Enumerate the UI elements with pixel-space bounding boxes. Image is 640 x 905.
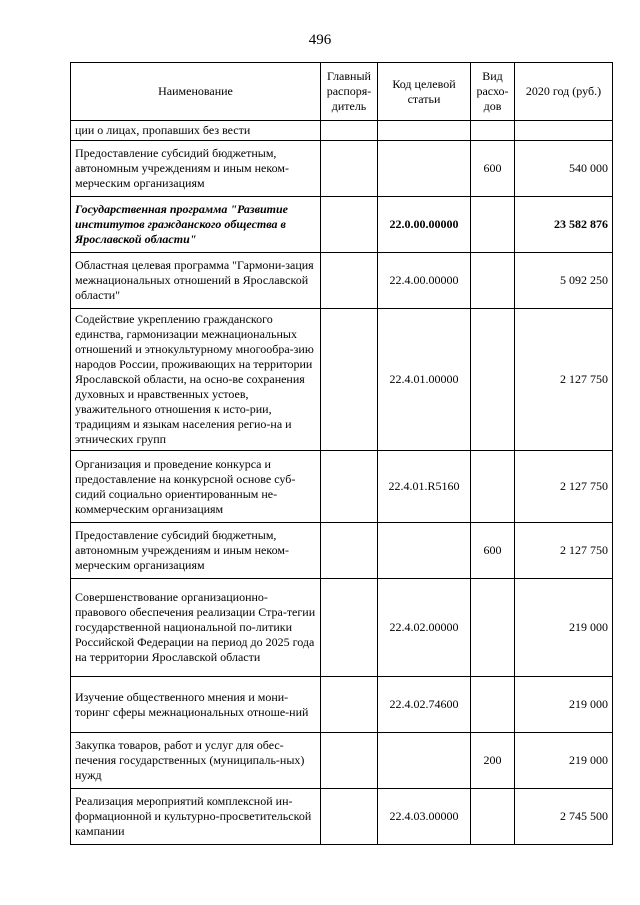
row-admin <box>321 197 378 253</box>
row-code: 22.4.02.00000 <box>378 579 471 677</box>
table-row <box>71 309 613 451</box>
row-type <box>471 789 515 845</box>
row-admin <box>321 733 378 789</box>
row-name: Изучение общественного мнения и мони-торинг сферы межнациональных отноше-ний <box>71 677 321 733</box>
row-type <box>471 121 515 141</box>
table-row <box>71 789 613 845</box>
row-name: Закупка товаров, работ и услуг для обес-печения государственных (муниципаль-ных) нужд <box>71 733 321 789</box>
row-name: Государственная программа "Развитие институтов гражданского общества в Ярославской области" <box>71 197 321 253</box>
header-name: Наименование <box>71 63 321 121</box>
row-type <box>471 197 515 253</box>
table-row <box>71 523 613 579</box>
row-code: 22.4.03.00000 <box>378 789 471 845</box>
row-admin <box>321 677 378 733</box>
row-type <box>471 309 515 451</box>
row-name: ции о лицах, пропавших без вести <box>71 121 321 141</box>
row-admin <box>321 523 378 579</box>
row-amount: 5 092 250 <box>515 253 613 309</box>
row-name: Организация и проведение конкурса и предоставление на конкурсной основе суб-сидий социально ориентированным не-коммерческим организациям <box>71 451 321 523</box>
row-code <box>378 141 471 197</box>
table-row <box>71 677 613 733</box>
row-code: 22.4.01.R5160 <box>378 451 471 523</box>
row-amount: 219 000 <box>515 677 613 733</box>
row-code: 22.4.02.74600 <box>378 677 471 733</box>
table-row <box>71 253 613 309</box>
row-amount <box>515 121 613 141</box>
table-row <box>71 733 613 789</box>
row-code: 22.4.00.00000 <box>378 253 471 309</box>
row-type <box>471 579 515 677</box>
header-code: Код целевой статьи <box>378 63 471 121</box>
row-amount: 219 000 <box>515 733 613 789</box>
row-code: 22.0.00.00000 <box>378 197 471 253</box>
page-number: 496 <box>308 32 332 48</box>
row-code: 22.4.01.00000 <box>378 309 471 451</box>
row-admin <box>321 789 378 845</box>
row-admin <box>321 451 378 523</box>
row-name: Совершенствование организационно-правового обеспечения реализации Стра-тегии государственной национальной по-литики Российской Федерации на период до 2025 года на территории Ярославской области <box>71 579 321 677</box>
row-type <box>471 253 515 309</box>
row-amount: 2 127 750 <box>515 523 613 579</box>
row-admin <box>321 579 378 677</box>
row-name: Содействие укреплению гражданского единства, гармонизации межнациональных отношений и этнокультурному многообра-зию народов России, проживающих на территории Ярославской области, на осно-ве сохранения духовных и нравственных устоев, уважительного отношения к исто-рии, традициям и языкам населения регио-на и этнических групп <box>71 309 321 451</box>
table-row <box>71 121 613 141</box>
table-row <box>71 579 613 677</box>
row-admin <box>321 253 378 309</box>
table-row-program <box>71 197 613 253</box>
table-row <box>71 451 613 523</box>
header-admin: Главный распоря-дитель <box>321 63 378 121</box>
row-admin <box>321 121 378 141</box>
row-amount: 219 000 <box>515 579 613 677</box>
row-amount: 2 127 750 <box>515 309 613 451</box>
row-type: 200 <box>471 733 515 789</box>
header-amount: 2020 год (руб.) <box>515 63 613 121</box>
row-code <box>378 523 471 579</box>
row-name: Реализация мероприятий комплексной ин-формационной и культурно-просветительской кампании <box>71 789 321 845</box>
row-code <box>378 733 471 789</box>
row-type <box>471 677 515 733</box>
table-row <box>71 141 613 197</box>
header-type: Вид расхо-дов <box>471 63 515 121</box>
row-code <box>378 121 471 141</box>
row-type: 600 <box>471 523 515 579</box>
row-amount: 23 582 876 <box>515 197 613 253</box>
row-admin <box>321 141 378 197</box>
row-amount: 540 000 <box>515 141 613 197</box>
row-name: Областная целевая программа "Гармони-зация межнациональных отношений в Ярославской области" <box>71 253 321 309</box>
row-type <box>471 451 515 523</box>
row-admin <box>321 309 378 451</box>
row-amount: 2 745 500 <box>515 789 613 845</box>
row-name: Предоставление субсидий бюджетным, автономным учреждениям и иным неком-мерческим организациям <box>71 523 321 579</box>
row-amount: 2 127 750 <box>515 451 613 523</box>
row-type: 600 <box>471 141 515 197</box>
row-name: Предоставление субсидий бюджетным, автономным учреждениям и иным неком-мерческим организациям <box>71 141 321 197</box>
table-header-row <box>71 63 613 121</box>
budget-table <box>70 62 613 845</box>
